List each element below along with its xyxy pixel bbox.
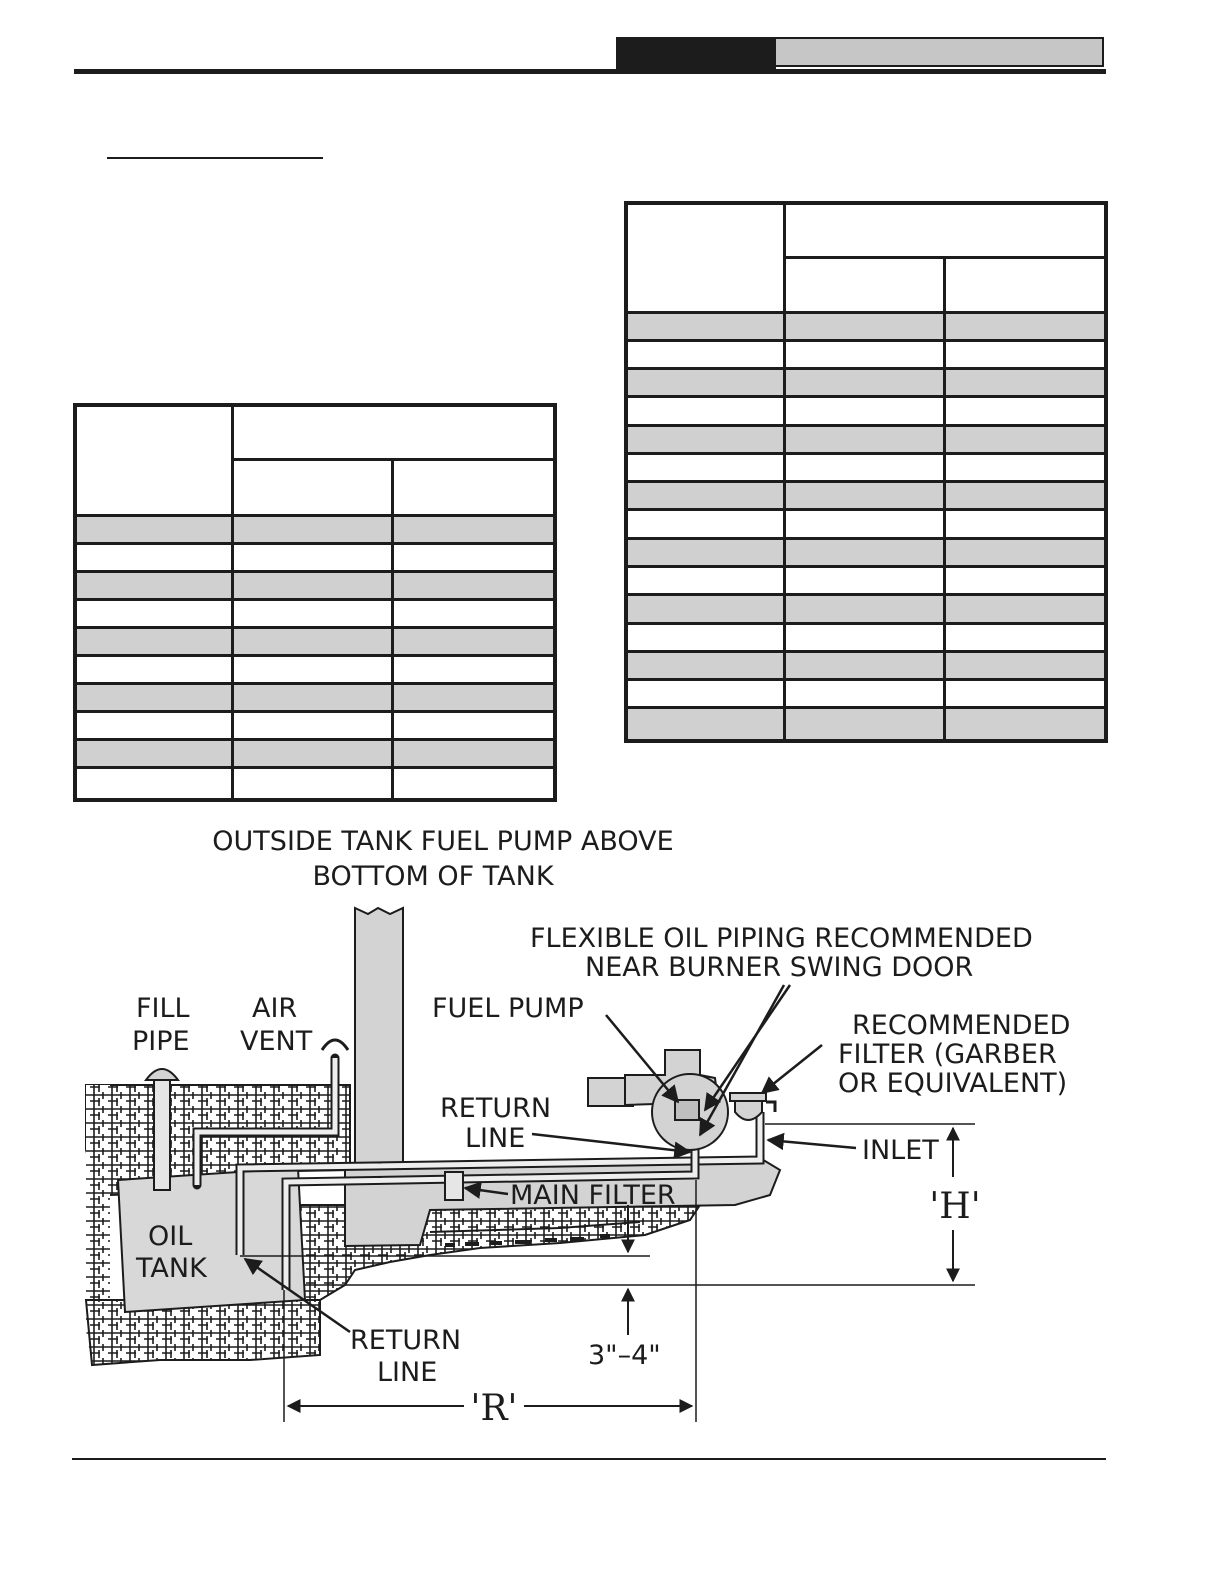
table-row xyxy=(626,425,1106,453)
main-filter-label: MAIN FILTER xyxy=(510,1180,676,1211)
table-row xyxy=(626,623,1106,651)
table-row xyxy=(626,397,1106,425)
recommended-filter-label-line2: FILTER (GARBER xyxy=(838,1039,1057,1070)
oil-tank-label-line2: TANK xyxy=(136,1253,207,1284)
table-row xyxy=(75,683,555,711)
dimension-r-label: 'R' xyxy=(470,1388,518,1429)
piping-table-left xyxy=(73,403,557,802)
dimension-clearance-label: 3"–4" xyxy=(588,1340,661,1371)
burner-assembly xyxy=(588,1050,728,1150)
fuel-pump-label: FUEL PUMP xyxy=(432,993,584,1024)
table-row xyxy=(75,543,555,571)
table-left-header-cell xyxy=(392,459,555,515)
return-line-upper-label-line2: LINE xyxy=(465,1123,526,1154)
return-line-lower-label-line1: RETURN xyxy=(350,1325,462,1356)
table-row xyxy=(626,708,1106,741)
header-gray-bar xyxy=(776,37,1104,67)
table-left-header-cell xyxy=(232,459,392,515)
air-vent-label-line2: VENT xyxy=(240,1026,313,1057)
table-right-header-cell xyxy=(944,257,1106,312)
oil-tank-label-line1: OIL xyxy=(148,1221,193,1252)
table-row xyxy=(626,680,1106,708)
header-rule xyxy=(74,69,1106,74)
flexible-piping-label-line1: FLEXIBLE OIL PIPING RECOMMENDED xyxy=(530,923,1033,954)
dimension-h-label: 'H' xyxy=(929,1186,981,1227)
table-row xyxy=(626,312,1106,340)
diagram-title-line1: OUTSIDE TANK FUEL PUMP ABOVE xyxy=(212,826,674,857)
table-left-header-cell xyxy=(75,405,232,515)
oil-tank xyxy=(118,1168,305,1312)
diagram-title-line2: BOTTOM OF TANK xyxy=(312,861,554,892)
piping-table-right xyxy=(624,201,1108,743)
table-row xyxy=(75,655,555,683)
fill-pipe-label-line1: FILL xyxy=(136,993,190,1024)
table-row xyxy=(626,482,1106,510)
air-vent-cap-icon xyxy=(322,1040,348,1050)
table-row xyxy=(626,538,1106,566)
main-filter xyxy=(445,1172,463,1200)
table-row xyxy=(626,510,1106,538)
table-row xyxy=(75,515,555,543)
table-row xyxy=(75,599,555,627)
table-row xyxy=(626,567,1106,595)
return-line-lower-label-line2: LINE xyxy=(377,1357,438,1388)
fuel-pump-icon xyxy=(675,1100,699,1120)
air-vent-label-line1: AIR xyxy=(252,993,298,1024)
table-right-header-cell xyxy=(784,203,1106,257)
recommended-filter-label-line3: OR EQUIVALENT) xyxy=(838,1068,1068,1099)
return-line-upper-label-line1: RETURN xyxy=(440,1093,552,1124)
table-row xyxy=(626,595,1106,623)
section-heading-underline xyxy=(107,157,323,159)
table-row xyxy=(75,627,555,655)
recommended-filter-label-line1: RECOMMENDED xyxy=(852,1010,1071,1041)
table-row xyxy=(75,739,555,767)
table-row xyxy=(626,340,1106,368)
leader-line xyxy=(768,1140,856,1148)
table-row xyxy=(75,711,555,739)
building-wall xyxy=(355,908,403,1166)
inlet-label: INLET xyxy=(862,1135,939,1166)
table-right-header-cell xyxy=(784,257,944,312)
table-row xyxy=(626,651,1106,679)
table-row xyxy=(626,369,1106,397)
table-row xyxy=(75,767,555,800)
table-row xyxy=(626,453,1106,481)
fuel-piping-diagram xyxy=(0,800,1224,1440)
table-row xyxy=(75,571,555,599)
header-dark-tab xyxy=(616,37,776,69)
leader-line xyxy=(762,1045,822,1093)
fill-pipe-label-line2: PIPE xyxy=(132,1026,190,1057)
footer-rule xyxy=(72,1458,1106,1460)
table-right-header-cell xyxy=(626,203,784,312)
table-left-header-cell xyxy=(232,405,555,459)
leader-line xyxy=(705,985,790,1110)
flexible-piping-label-line2: NEAR BURNER SWING DOOR xyxy=(585,952,974,983)
